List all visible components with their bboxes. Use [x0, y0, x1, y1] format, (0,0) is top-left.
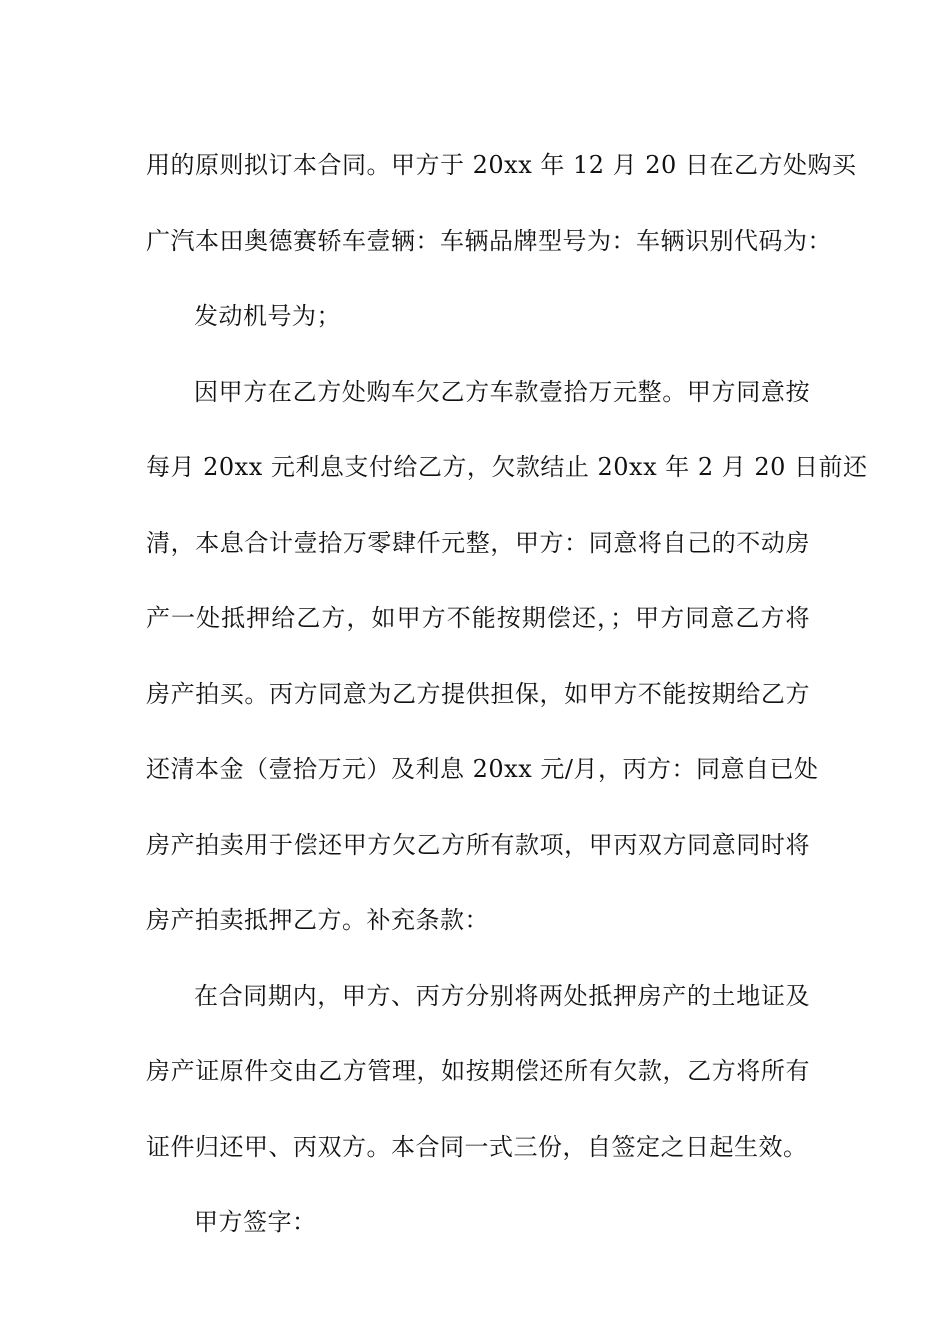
text-line: 房产拍买。丙方同意为乙方提供担保，如甲方不能按期给乙方 [146, 679, 810, 708]
text-line: 用的原则拟订本合同。甲方于 20xx 年 12 月 20 日在乙方处购买 [146, 151, 857, 179]
text-line: 广汽本田奥德赛轿车壹辆：车辆品牌型号为：车辆识别代码为： [146, 226, 832, 255]
text-line: 产一处抵押给乙方，如甲方不能按期偿还，；甲方同意乙方将 [146, 604, 810, 632]
contract-body [146, 128, 868, 1261]
signature-label: 甲方签字： [194, 1208, 317, 1236]
text-line: 房产拍卖抵押乙方。补充条款： [146, 906, 489, 934]
text-line: 清，本息合计壹拾万零肆仟元整，甲方：同意将自己的不动房 [146, 528, 810, 557]
text-line: 发动机号为； [194, 302, 341, 330]
text-line: 每月 20xx 元利息支付给乙方，欠款结止 20xx 年 2 月 20 日前还 [146, 453, 868, 481]
text-line: 房产证原件交由乙方管理，如按期偿还所有欠款，乙方将所有 [146, 1057, 810, 1085]
text-line: 房产拍卖用于偿还甲方欠乙方所有款项，甲丙双方同意同时将 [146, 830, 810, 859]
text-line: 因甲方在乙方处购车欠乙方车款壹拾万元整。甲方同意按 [194, 377, 810, 406]
text-line: 在合同期内，甲方、丙方分别将两处抵押房产的土地证及 [194, 981, 810, 1010]
text-line: 还清本金（壹拾万元）及利息 20xx 元/月，丙方：同意自已处 [146, 755, 819, 783]
text-line: 证件归还甲、丙双方。本合同一式三份，自签定之日起生效。 [146, 1132, 808, 1161]
